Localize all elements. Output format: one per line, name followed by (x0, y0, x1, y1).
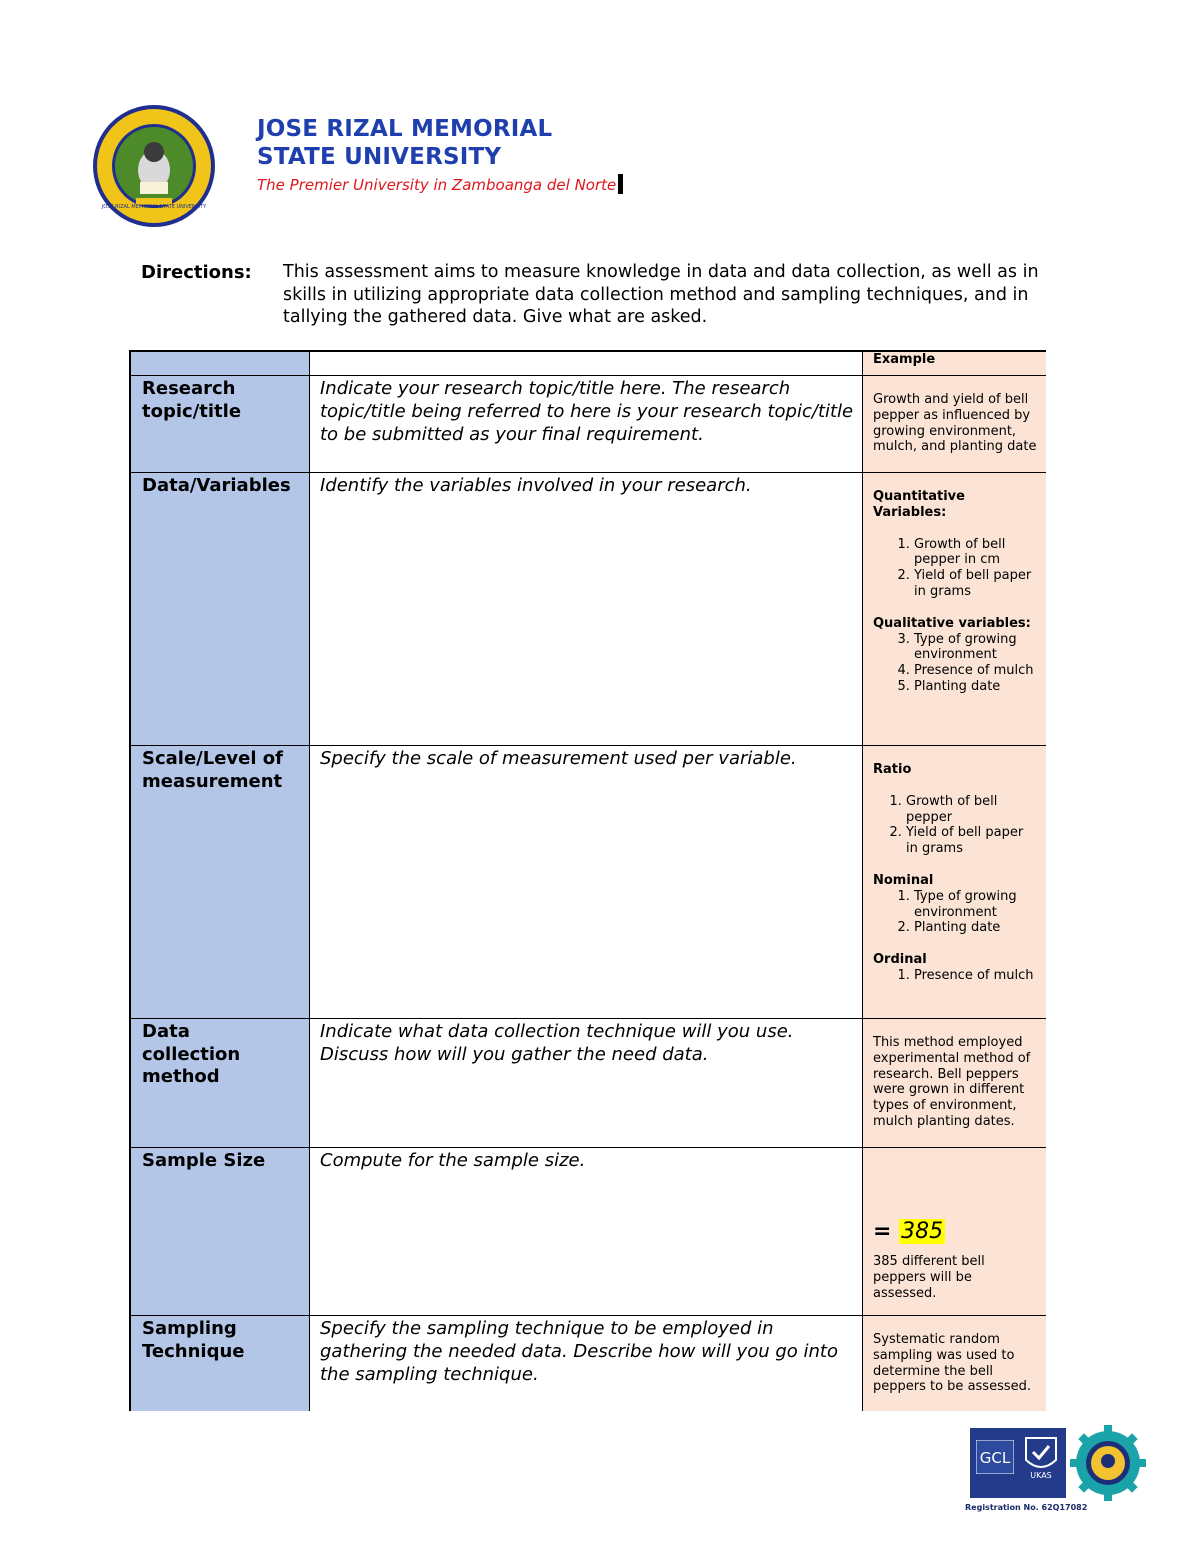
gear-seal-icon (1070, 1425, 1146, 1501)
sample-size-result (863, 1148, 1046, 1244)
equals-sign: = (873, 1219, 892, 1244)
row-label-cell (131, 1316, 310, 1411)
row-label-cell (131, 1019, 310, 1148)
list-item: 1. Presence of mulch (914, 968, 1038, 984)
cert-brand-text: GCL (979, 1449, 1011, 1467)
answer-cell-sample-size[interactable] (310, 1148, 863, 1316)
answer-cell-sampling-technique[interactable] (310, 1316, 863, 1411)
example-header: Example (873, 352, 936, 367)
header-cell-blank-2 (310, 352, 863, 376)
list-item: 2. Planting date (914, 920, 1038, 936)
example-cell-data-collection (863, 1019, 1046, 1148)
example-sample-size: 385 different bell peppers will be assessed. (873, 1254, 985, 1301)
example-cell-scale (863, 746, 1046, 1019)
ukas-mark-icon (1022, 1434, 1060, 1482)
instruction-scale: Specify the scale of measurement used per variable. (320, 748, 797, 769)
list-item: 2. Yield of bell paper in grams (914, 568, 1038, 600)
sample-size-value: 385 (901, 1219, 944, 1244)
instruction-research-topic: Indicate your research topic/title here. The research topic/title being referred to here is your research topic/title to be submitted as your final requirement. (320, 378, 854, 445)
row-label-cell (131, 473, 310, 746)
header-cell-blank (131, 352, 310, 376)
instruction-variables: Identify the variables involved in your research. (320, 475, 752, 496)
list-item: 1. Type of growing environment (914, 889, 1038, 921)
row-label-variables: Data/Variables (142, 475, 291, 496)
text-cursor (618, 174, 623, 194)
row-label-sampling-technique: Sampling Technique (142, 1318, 245, 1362)
example-cell-sampling-technique (863, 1316, 1046, 1411)
example-research-topic: Growth and yield of bell pepper as influenced by growing environment, mulch, and planting date (873, 392, 1037, 455)
tagline-text: The Premier University in Zamboanga del Norte (257, 176, 617, 194)
certification-badge (970, 1428, 1066, 1498)
ordinal-heading: Ordinal (873, 952, 927, 968)
example-cell-variables (863, 473, 1046, 746)
row-label-sample-size: Sample Size (142, 1150, 266, 1171)
instruction-data-collection: Indicate what data collection technique will you use. Discuss how will you gather the need data. (320, 1021, 794, 1065)
list-item: 5. Planting date (914, 679, 1038, 695)
example-data-collection: This method employed experimental method of research. Bell peppers were grown in different types of environment, mulch planting dates. (873, 1035, 1031, 1129)
list-item: 1. Growth of bell pepper in cm (914, 537, 1038, 569)
row-label-cell (131, 376, 310, 473)
svg-text:UKAS (1030, 1471, 1052, 1480)
row-label-research-topic: Research topic/title (142, 378, 242, 422)
row-label-cell (131, 1148, 310, 1316)
row-label-scale: Scale/Level of measurement (142, 748, 283, 792)
example-cell-sample-size (863, 1148, 1046, 1316)
instruction-sample-size: Compute for the sample size. (320, 1150, 586, 1171)
instruction-sampling-technique: Specify the sampling technique to be employed in gathering the needed data. Describe how will you go into the sampling technique. (320, 1318, 838, 1385)
list-item: 3. Type of growing environment (914, 632, 1038, 664)
list-item: 4. Presence of mulch (914, 663, 1038, 679)
answer-cell-scale[interactable] (310, 746, 863, 1019)
tagline (257, 174, 623, 194)
quantitative-heading: Quantitative Variables: (873, 489, 965, 520)
seal-text: JOSE RIZAL MEMORIAL STATE UNIVERSITY (101, 204, 207, 210)
directions-label: Directions: (141, 262, 252, 283)
svg-text:GCL (980, 1449, 1011, 1467)
registration-number: Registration No. 62Q17082 (965, 1503, 1088, 1512)
directions-text: This assessment aims to measure knowledge in data and data collection, as well as in skills in utilizing appropriate data collection method and sampling techniques, and in tallying the gathered data. Give what are asked. (283, 262, 1039, 327)
gcl-logo (976, 1440, 1014, 1474)
ratio-heading: Ratio (873, 762, 912, 777)
cert-mark-text: UKAS (1030, 1471, 1052, 1480)
answer-cell-data-collection[interactable] (310, 1019, 863, 1148)
university-name (257, 115, 552, 171)
svg-text:JOSE RIZAL MEMORIAL STATE UNIV (101, 204, 207, 210)
example-sampling-technique: Systematic random sampling was used to determine the bell peppers to be assessed. (873, 1332, 1032, 1395)
assessment-table (129, 350, 1046, 1411)
example-header-cell (863, 352, 1046, 376)
row-label-data-collection: Data collection method (142, 1021, 241, 1087)
university-name-line1: JOSE RIZAL MEMORIAL (257, 116, 553, 142)
example-cell-research-topic (863, 376, 1046, 473)
university-name-line2: STATE UNIVERSITY (257, 144, 502, 170)
qualitative-heading: Qualitative variables: (873, 615, 1031, 631)
answer-cell-research-topic[interactable] (310, 376, 863, 473)
list-item: 2. Yield of bell paper in grams (906, 825, 1038, 857)
nominal-heading: Nominal (873, 872, 934, 888)
row-label-cell (131, 746, 310, 1019)
university-seal (92, 104, 216, 228)
answer-cell-variables[interactable] (310, 473, 863, 746)
list-item: 1. Growth of bell pepper (906, 794, 1038, 826)
